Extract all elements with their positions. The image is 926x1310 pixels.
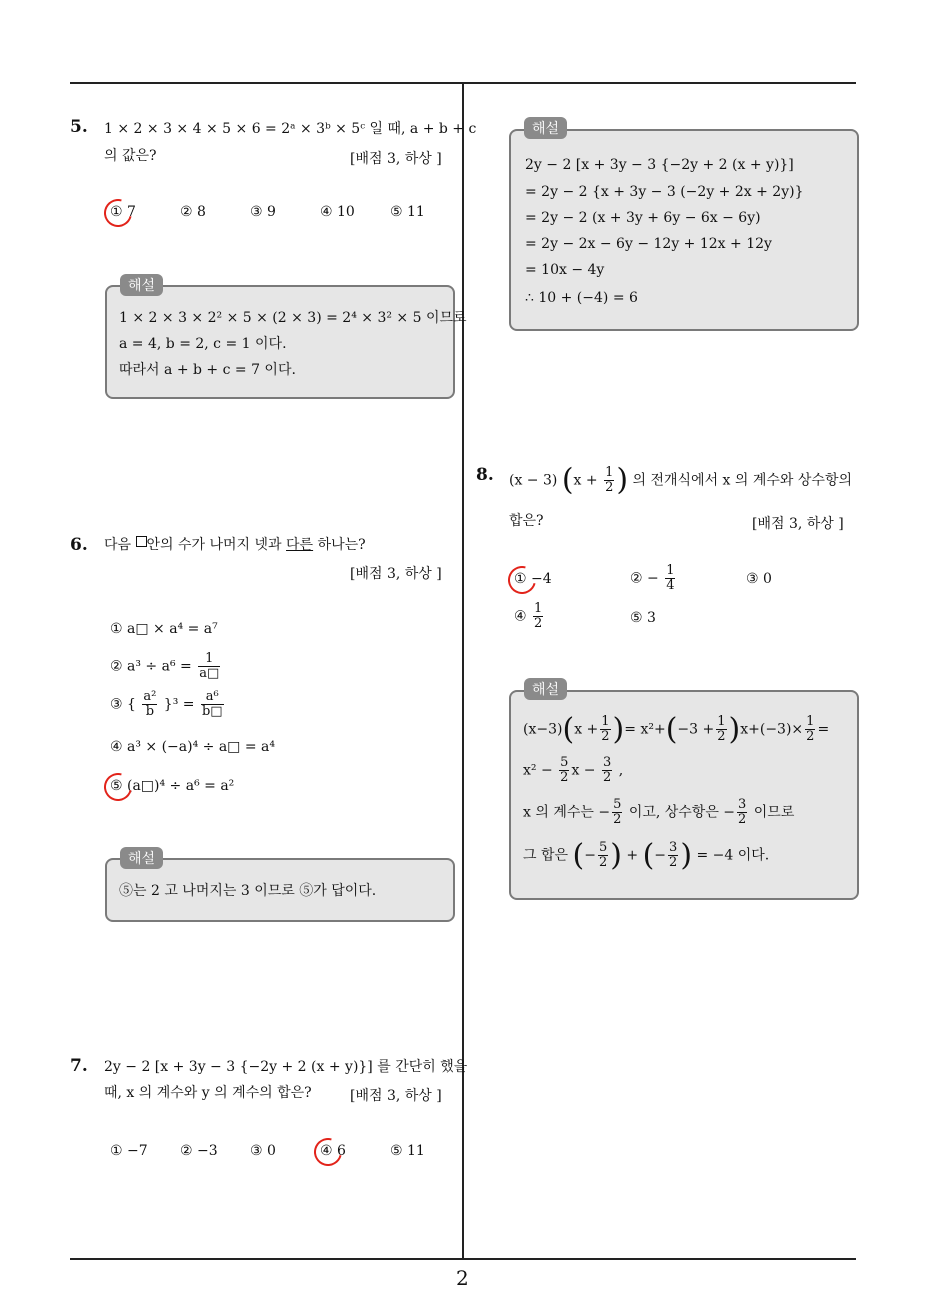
fraction: [668, 841, 678, 870]
numerator: 5: [598, 840, 608, 855]
points-label: [배점 3, 하상 ]: [350, 566, 442, 582]
explanation-line: 1 × 2 × 3 × 2² × 5 × (2 × 3) = 2⁴ × 3² × 5 이므로: [119, 310, 467, 326]
option-3[interactable]: ③ 0: [746, 571, 772, 587]
explanation-line: = 2y − 2 (x + 3y + 6y − 6x − 6y): [525, 210, 761, 226]
question-number: 6.: [70, 535, 88, 555]
expr-part: x 의 계수는 −: [523, 804, 611, 821]
expr-part: −3 +: [677, 721, 715, 738]
denominator: b□: [201, 704, 223, 719]
question-text: [104, 534, 366, 556]
option-text: ② a³ ÷ a⁶ =: [110, 658, 192, 675]
option-2[interactable]: ② −3: [180, 1143, 218, 1159]
explanation-line: [523, 838, 769, 873]
numerator: 1: [601, 714, 610, 729]
paren-open: (: [642, 838, 655, 873]
option-text: ③ {: [110, 696, 136, 713]
paren-open: (: [572, 838, 585, 873]
underlined-word: 다른: [286, 537, 314, 553]
fraction: [805, 715, 815, 744]
column-divider: [462, 84, 464, 1260]
option-5[interactable]: ⑤ 3: [630, 610, 656, 626]
expr-part: +: [626, 847, 639, 864]
fraction: [665, 564, 675, 593]
option-4[interactable]: [514, 602, 545, 631]
question-text-part: (x − 3): [509, 472, 558, 489]
numerator: 1: [666, 563, 675, 578]
denominator: 2: [738, 812, 747, 827]
question-number: 5.: [70, 117, 88, 137]
points-label: [배점 3, 하상 ]: [752, 516, 844, 532]
question-text-part: 다음: [104, 537, 136, 553]
fraction: [201, 690, 224, 719]
paren-close: ): [728, 712, 741, 747]
denominator: 2: [717, 729, 726, 744]
fraction: [598, 841, 608, 870]
question-text: 때, x 의 계수와 y 의 계수의 합은?: [104, 1085, 312, 1101]
points-label: [배점 3, 하상 ]: [350, 1088, 442, 1104]
question-text-part: x +: [573, 472, 598, 489]
bottom-rule: [70, 1258, 856, 1260]
expr-part: ,: [618, 762, 624, 779]
paren-close: ): [616, 462, 629, 498]
explanation-line: 2y − 2 [x + 3y − 3 {−2y + 2 (x + y)}]: [525, 157, 794, 173]
paren-open: (: [665, 712, 678, 747]
fraction: [198, 652, 220, 681]
denominator: 4: [666, 578, 675, 593]
fraction: [559, 756, 569, 785]
explanation-line: [523, 712, 829, 747]
explanation-box: [509, 129, 859, 331]
numerator: 3: [738, 797, 747, 812]
explanation-line: = 2y − 2x − 6y − 12y + 12x + 12y: [525, 236, 772, 252]
explanation-line: ⑤는 2 고 나머지는 3 이므로 ⑤가 답이다.: [119, 883, 377, 899]
denominator: 2: [605, 480, 614, 495]
option-4[interactable]: ④ 6: [320, 1143, 346, 1159]
fraction: [612, 798, 622, 827]
denominator: 2: [602, 770, 612, 785]
answer-circle-mark: [99, 768, 137, 806]
denominator: 2: [534, 616, 543, 631]
question-text: 합은?: [509, 513, 544, 529]
numerator: 1: [717, 714, 726, 729]
option-4[interactable]: ④ 10: [320, 204, 355, 220]
numerator: 1: [534, 601, 543, 616]
question-number: 7.: [70, 1056, 88, 1076]
expr-part: 이므로: [753, 804, 795, 821]
question-number: 8.: [476, 465, 494, 485]
explanation-line: a = 4, b = 2, c = 1 이다.: [119, 336, 287, 352]
denominator: a□: [199, 666, 220, 681]
option-5[interactable]: ⑤ 11: [390, 1143, 425, 1159]
expr-part: x +: [574, 721, 599, 738]
answer-circle-mark: [503, 561, 541, 599]
option-2[interactable]: ② 8: [180, 204, 206, 220]
numerator: 1: [198, 652, 220, 667]
numerator: 3: [602, 755, 612, 770]
question-text-part: 하나는?: [313, 537, 366, 553]
option-1[interactable]: ① −4: [514, 571, 552, 587]
explanation-line: = 2y − 2 {x + 3y − 3 (−2y + 2x + 2y)}: [525, 184, 804, 200]
denominator: 2: [601, 729, 610, 744]
answer-circle-mark: [99, 194, 137, 232]
expr-part: −: [654, 847, 667, 864]
option-5[interactable]: ⑤ (a□)⁴ ÷ a⁶ = a²: [110, 778, 235, 794]
option-2[interactable]: [110, 652, 222, 681]
expr-part: x −: [571, 762, 596, 779]
explanation-box: [105, 285, 467, 399]
option-3[interactable]: [110, 690, 226, 719]
expr-part: x+(−3)×: [740, 721, 804, 738]
numerator: a⁶: [201, 690, 224, 705]
option-1[interactable]: ① 7: [110, 204, 136, 220]
explanation-tag: 해설: [524, 117, 567, 139]
denominator: 2: [560, 770, 569, 785]
option-5[interactable]: ⑤ 11: [390, 204, 425, 220]
question-text-part: 안의 수가 나머지 넷과: [146, 537, 287, 553]
points-label: [배점 3, 하상 ]: [350, 151, 442, 167]
expr-part: = −4 이다.: [696, 847, 770, 864]
paren-close: ): [680, 838, 693, 873]
numerator: 1: [806, 714, 815, 729]
fraction: [602, 756, 612, 785]
paren-close: ): [610, 838, 622, 873]
numerator: a²: [143, 689, 157, 704]
denominator: 2: [598, 855, 608, 870]
denominator: b: [145, 704, 155, 719]
explanation-line: 따라서 a + b + c = 7 이다.: [119, 362, 296, 378]
expr-part: 그 합은: [523, 847, 569, 864]
expr-part: = x²+: [624, 721, 666, 738]
denominator: 2: [613, 812, 622, 827]
numerator: 5: [560, 755, 569, 770]
option-text: }³ =: [163, 696, 195, 713]
option-4[interactable]: ④ a³ × (−a)⁴ ÷ a□ = a⁴: [110, 739, 275, 755]
fraction: [533, 602, 543, 631]
expr-part: −: [584, 847, 596, 864]
question-text: 의 값은?: [104, 148, 157, 164]
expr-part: =: [817, 721, 830, 738]
explanation-line: [523, 756, 623, 785]
option-2[interactable]: [630, 564, 677, 593]
fraction: [600, 715, 610, 744]
explanation-tag: 해설: [120, 274, 163, 296]
explanation-box: [509, 690, 859, 900]
option-text: ④: [514, 608, 527, 625]
fraction: [716, 715, 726, 744]
explanation-line: = 10x − 4y: [525, 262, 605, 278]
numerator: 5: [613, 797, 622, 812]
expr-part: 이고, 상수항은 −: [628, 804, 736, 821]
fraction: [604, 466, 614, 495]
paren-open: (: [562, 712, 575, 747]
fraction: [142, 690, 157, 719]
option-1[interactable]: ① −7: [110, 1143, 148, 1159]
fraction: [737, 798, 747, 827]
question-text: 2y − 2 [x + 3y − 3 {−2y + 2 (x + y)}] 를 간단히 했을: [104, 1059, 468, 1075]
numerator: 3: [669, 840, 678, 855]
expr-part: x² −: [523, 762, 553, 779]
option-3[interactable]: ③ 0: [250, 1143, 276, 1159]
denominator: 2: [669, 855, 678, 870]
explanation-line: ∴ 10 + (−4) = 6: [525, 290, 638, 306]
option-text: ② −: [630, 570, 659, 587]
explanation-tag: 해설: [524, 678, 567, 700]
expr-part: (x−3): [523, 721, 563, 738]
numerator: 1: [605, 465, 614, 480]
question-text: 1 × 2 × 3 × 4 × 5 × 6 = 2ᵃ × 3ᵇ × 5ᶜ 일 때, a + b + c: [104, 121, 477, 137]
answer-circle-mark: [309, 1133, 347, 1171]
question-text: [509, 462, 852, 498]
explanation-tag: 해설: [120, 847, 163, 869]
paren-close: ): [612, 712, 625, 747]
option-3[interactable]: ③ 9: [250, 204, 276, 220]
paren-open: (: [561, 462, 574, 498]
denominator: 2: [806, 729, 815, 744]
blank-box-icon: [136, 536, 147, 547]
explanation-line: [523, 798, 794, 827]
question-text-part: 의 전개식에서 x 의 계수와 상수항의: [632, 472, 852, 489]
option-1[interactable]: ① a□ × a⁴ = a⁷: [110, 621, 218, 637]
page-number: 2: [456, 1266, 469, 1290]
